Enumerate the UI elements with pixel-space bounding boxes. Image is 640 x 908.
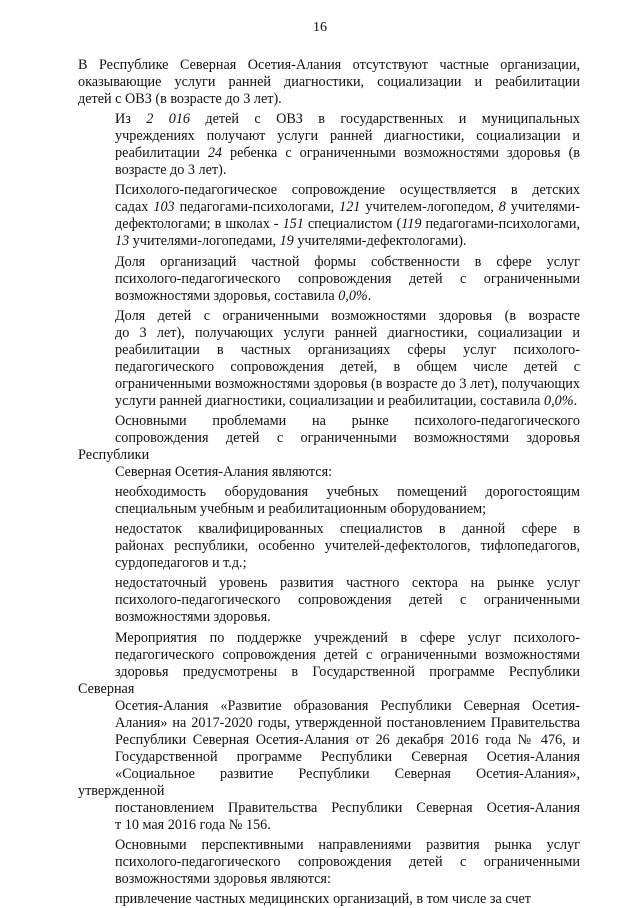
text-line: возрасте до 3 лет). [115, 162, 227, 179]
text-line: психолого-педагогического сопровождения детей с ограниченными [115, 270, 580, 287]
text-line: районах республики, особенно учителей-дефектологов, тифлопедагогов, [115, 538, 580, 555]
text-line: возможностями здоровья. [115, 609, 271, 626]
text-line: психолого-педагогического сопровождения детей с ограниченными [115, 592, 580, 609]
text-line: постановлением Правительства Республики Северная Осетия-Алания [115, 799, 580, 816]
text-line: Доля организаций частной формы собственности в сфере услуг [115, 253, 580, 270]
paragraph [78, 521, 580, 572]
paragraph [78, 57, 580, 108]
text-line: Осетия-Алания «Развитие образования Республики Северная Осетия- [115, 697, 580, 714]
paragraph [78, 182, 580, 250]
text-line: т 10 мая 2016 года № 156. [115, 817, 271, 834]
text-line: сурдопедагогов и т.д.; [115, 555, 247, 572]
text-line: психолого-педагогического сопровождения детей с ограниченными [115, 854, 580, 871]
text-line: 13 учителями-логопедами, 19 учителями-дефектологами). [115, 233, 467, 250]
text-line: сопровождения детей с ограниченными возможностями здоровья Республики [78, 429, 580, 464]
text-line: Мероприятия по поддержке учреждений в сфере услуг психолого- [115, 629, 580, 646]
text-line: возможностями здоровья являются: [115, 871, 331, 888]
paragraph [78, 254, 580, 305]
text-line: недостаток квалифицированных специалистов в данной сфере в [115, 521, 580, 538]
text-line: реабилитации 24 ребенка с ограниченными возможностями здоровья (в [115, 145, 581, 162]
text-line: педагогического сопровождения детей с ограниченными возможностями [115, 646, 580, 663]
paragraph [78, 630, 580, 835]
document-body [78, 57, 580, 908]
paragraph [78, 308, 580, 410]
text-line: услуги ранней диагностики, социализации и реабилитации, составила 0,0%. [115, 392, 578, 409]
text-line: Алания» на 2017-2020 годы, утвержденной постановлением Правительства [115, 714, 580, 731]
text-line: оказывающие услуги ранней диагностики, социализации и реабилитации [78, 74, 580, 91]
text-line: «Социальное развитие Республики Северная Осетия-Алания», утвержденной [78, 765, 580, 799]
text-line: возможностями здоровья, составила 0,0%. [115, 287, 372, 304]
text-line: привлечение частных медицинских организаций, в том числе за счет [115, 891, 531, 908]
text-line: Основными проблемами на рынке психолого-педагогического [115, 412, 580, 429]
text-line: Республики Северная Осетия-Алания от 26 декабря 2016 года № 476, и [115, 731, 580, 748]
text-line: реабилитации в частных организациях сферы услуг психолого- [115, 341, 580, 358]
paragraph [78, 484, 580, 518]
text-line: садах 103 педагогами-психологами, 121 учителем-логопедом, 8 учителями- [115, 199, 580, 216]
paragraph [78, 413, 580, 481]
text-line: Основными перспективными направлениями развития рынка услуг [115, 837, 580, 854]
text-line: Доля детей с ограниченными возможностями здоровья (в возрасте [115, 307, 580, 324]
text-line: необходимость оборудования учебных помещений дорогостоящим [115, 484, 580, 501]
paragraph [78, 575, 580, 626]
text-line: дефектологами; в школах - 151 специалистом (119 педагогами-психологами, [115, 216, 580, 233]
text-line: ограниченными возможностями здоровья (в возрасте до 3 лет), получающих [115, 375, 580, 392]
text-line: детей с ОВЗ (в возрасте до 3 лет). [78, 91, 282, 108]
text-line: недостаточный уровень развития частного сектора на рынке услуг [115, 575, 580, 592]
text-line: учреждениях получают услуги ранней диагностики, социализации и [115, 128, 580, 145]
text-line: Психолого-педагогическое сопровождение осуществляется в детских [115, 182, 580, 199]
text-line: до 3 лет), получающих услуги ранней диагностики, социализации и [115, 324, 580, 341]
text-line: здоровья предусмотрены в Государственной программе Республики Северная [78, 663, 580, 697]
text-line: Государственной программе Республики Северная Осетия-Алания [115, 748, 580, 765]
text-line: Из 2 016 детей с ОВЗ в государственных и муниципальных [115, 111, 581, 128]
paragraph [78, 111, 580, 179]
text-line: специальным учебным и реабилитационным оборудованием; [115, 501, 487, 518]
text-line: В Республике Северная Осетия-Алания отсутствуют частные организации, [78, 57, 580, 73]
paragraph [78, 837, 580, 888]
paragraph [78, 891, 580, 908]
page-number: 16 [313, 20, 327, 35]
text-line: педагогического сопровождения детей, в общем числе детей с [115, 358, 580, 375]
text-line: Северная Осетия-Алания являются: [115, 464, 333, 481]
